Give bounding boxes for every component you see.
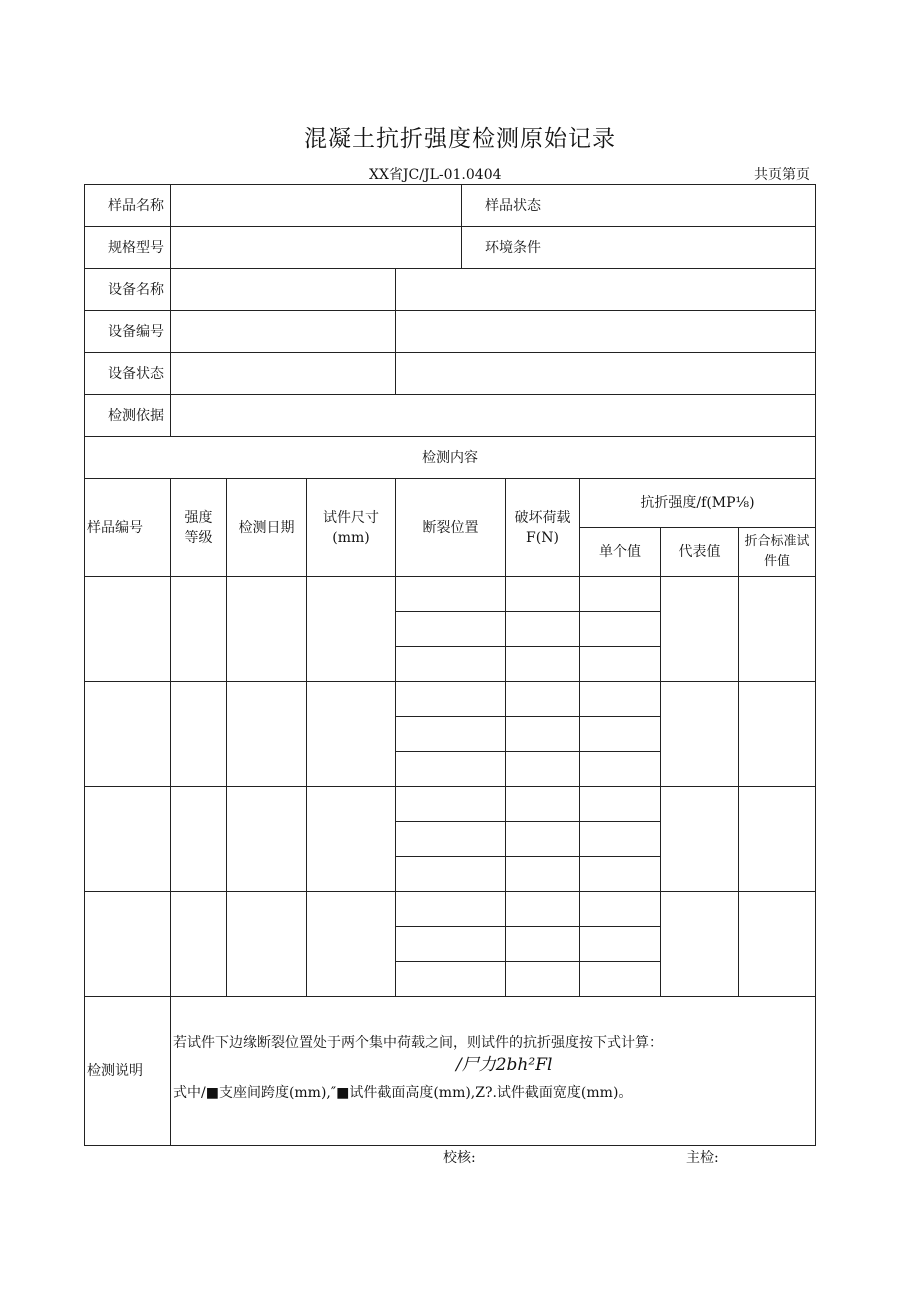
label-environment: 环境条件 [462, 227, 816, 269]
cell-specimen-size[interactable] [307, 787, 396, 892]
cell-failure-load[interactable] [506, 787, 580, 822]
record-table [84, 184, 816, 1146]
field-equipment-name-extra[interactable] [396, 269, 816, 311]
cell-single-value[interactable] [580, 612, 661, 647]
cell-fracture-position[interactable] [396, 752, 506, 787]
label-test-basis: 检测依据 [85, 395, 171, 437]
cell-failure-load[interactable] [506, 577, 580, 612]
cell-representative-value[interactable] [661, 577, 739, 682]
header-failure-load [506, 479, 580, 577]
label-sample-name: 样品名称 [85, 185, 171, 227]
cell-specimen-size[interactable] [307, 892, 396, 997]
label-equipment-no: 设备编号 [85, 311, 171, 353]
inspector-signature-label: 主检: [686, 1150, 719, 1166]
cell-fracture-position[interactable] [396, 647, 506, 682]
notes-label: 检测说明 [85, 997, 171, 1146]
cell-sample-no[interactable] [85, 682, 171, 787]
cell-single-value[interactable] [580, 682, 661, 717]
cell-failure-load[interactable] [506, 892, 580, 927]
cell-single-value[interactable] [580, 577, 661, 612]
label-equipment-state: 设备状态 [85, 353, 171, 395]
cell-fracture-position[interactable] [396, 682, 506, 717]
field-sample-name[interactable] [171, 185, 462, 227]
cell-fracture-position[interactable] [396, 857, 506, 892]
header-failure-load-label: 破坏荷载 [514, 509, 571, 526]
cell-fracture-position[interactable] [396, 962, 506, 997]
notes-line1: 若试件下边缘断裂位置处于两个集中荷载之间，则试件的抗折强度按下式计算： [173, 1035, 663, 1051]
cell-sample-no[interactable] [85, 787, 171, 892]
page-title: 混凝土抗折强度检测原始记录 [304, 126, 616, 152]
cell-fracture-position[interactable] [396, 822, 506, 857]
field-test-basis[interactable] [171, 395, 816, 437]
cell-sample-no[interactable] [85, 892, 171, 997]
cell-single-value[interactable] [580, 647, 661, 682]
cell-test-date[interactable] [227, 577, 307, 682]
cell-standard-equivalent[interactable] [739, 787, 816, 892]
cell-representative-value[interactable] [661, 682, 739, 787]
cell-specimen-size[interactable] [307, 682, 396, 787]
header-sample-no: 样品编号 [85, 479, 171, 577]
cell-representative-value[interactable] [661, 892, 739, 997]
header-representative-value: 代表值 [661, 528, 739, 577]
notes-formula: /尸力2bh²Fl [456, 1055, 553, 1075]
cell-strength-grade[interactable] [171, 787, 227, 892]
cell-standard-equivalent[interactable] [739, 892, 816, 997]
cell-fracture-position[interactable] [396, 927, 506, 962]
cell-sample-no[interactable] [85, 577, 171, 682]
cell-fracture-position[interactable] [396, 892, 506, 927]
reviewer-signature-label: 校核: [443, 1150, 476, 1166]
label-spec-model: 规格型号 [85, 227, 171, 269]
cell-failure-load[interactable] [506, 682, 580, 717]
notes-cell [171, 997, 816, 1146]
cell-single-value[interactable] [580, 787, 661, 822]
cell-strength-grade[interactable] [171, 682, 227, 787]
cell-single-value[interactable] [580, 717, 661, 752]
cell-representative-value[interactable] [661, 787, 739, 892]
header-specimen-size-unit: (mm) [332, 529, 370, 546]
cell-fracture-position[interactable] [396, 577, 506, 612]
cell-strength-grade[interactable] [171, 892, 227, 997]
cell-failure-load[interactable] [506, 647, 580, 682]
field-equipment-no[interactable] [171, 311, 396, 353]
section-title: 检测内容 [85, 437, 816, 479]
header-single-value: 单个值 [580, 528, 661, 577]
header-specimen-size-label: 试件尺寸 [323, 509, 379, 526]
label-sample-state: 样品状态 [462, 185, 816, 227]
field-equipment-state-extra[interactable] [396, 353, 816, 395]
cell-single-value[interactable] [580, 822, 661, 857]
cell-single-value[interactable] [580, 892, 661, 927]
cell-test-date[interactable] [227, 682, 307, 787]
cell-standard-equivalent[interactable] [739, 682, 816, 787]
cell-fracture-position[interactable] [396, 612, 506, 647]
field-spec-model[interactable] [171, 227, 462, 269]
cell-fracture-position[interactable] [396, 787, 506, 822]
cell-single-value[interactable] [580, 752, 661, 787]
cell-failure-load[interactable] [506, 962, 580, 997]
cell-strength-grade[interactable] [171, 577, 227, 682]
cell-failure-load[interactable] [506, 857, 580, 892]
cell-failure-load[interactable] [506, 612, 580, 647]
label-equipment-name: 设备名称 [85, 269, 171, 311]
header-fracture-position: 断裂位置 [396, 479, 506, 577]
cell-single-value[interactable] [580, 962, 661, 997]
cell-failure-load[interactable] [506, 752, 580, 787]
header-standard-equivalent: 折合标准试件值 [739, 528, 816, 577]
field-equipment-state[interactable] [171, 353, 396, 395]
header-strength-grade-text: 强度等级 [184, 509, 213, 546]
header-strength-grade [171, 479, 227, 577]
cell-standard-equivalent[interactable] [739, 577, 816, 682]
page-info: 共页第页 [754, 167, 810, 183]
cell-failure-load[interactable] [506, 927, 580, 962]
field-equipment-no-extra[interactable] [396, 311, 816, 353]
header-test-date: 检测日期 [227, 479, 307, 577]
cell-single-value[interactable] [580, 857, 661, 892]
cell-specimen-size[interactable] [307, 577, 396, 682]
cell-test-date[interactable] [227, 787, 307, 892]
cell-failure-load[interactable] [506, 822, 580, 857]
cell-fracture-position[interactable] [396, 717, 506, 752]
cell-single-value[interactable] [580, 927, 661, 962]
header-failure-load-unit: F(N) [526, 529, 559, 546]
cell-failure-load[interactable] [506, 717, 580, 752]
header-specimen-size [307, 479, 396, 577]
field-equipment-name[interactable] [171, 269, 396, 311]
document-code: XX省JC/JL-01.0404 [369, 167, 502, 183]
cell-test-date[interactable] [227, 892, 307, 997]
notes-line2: 式中/■支座间跨度(mm),″■试件截面高度(mm),Z?.试件截面宽度(mm)。 [173, 1085, 633, 1101]
header-flexural-strength: 抗折强度/f(MP⅛) [580, 479, 816, 528]
